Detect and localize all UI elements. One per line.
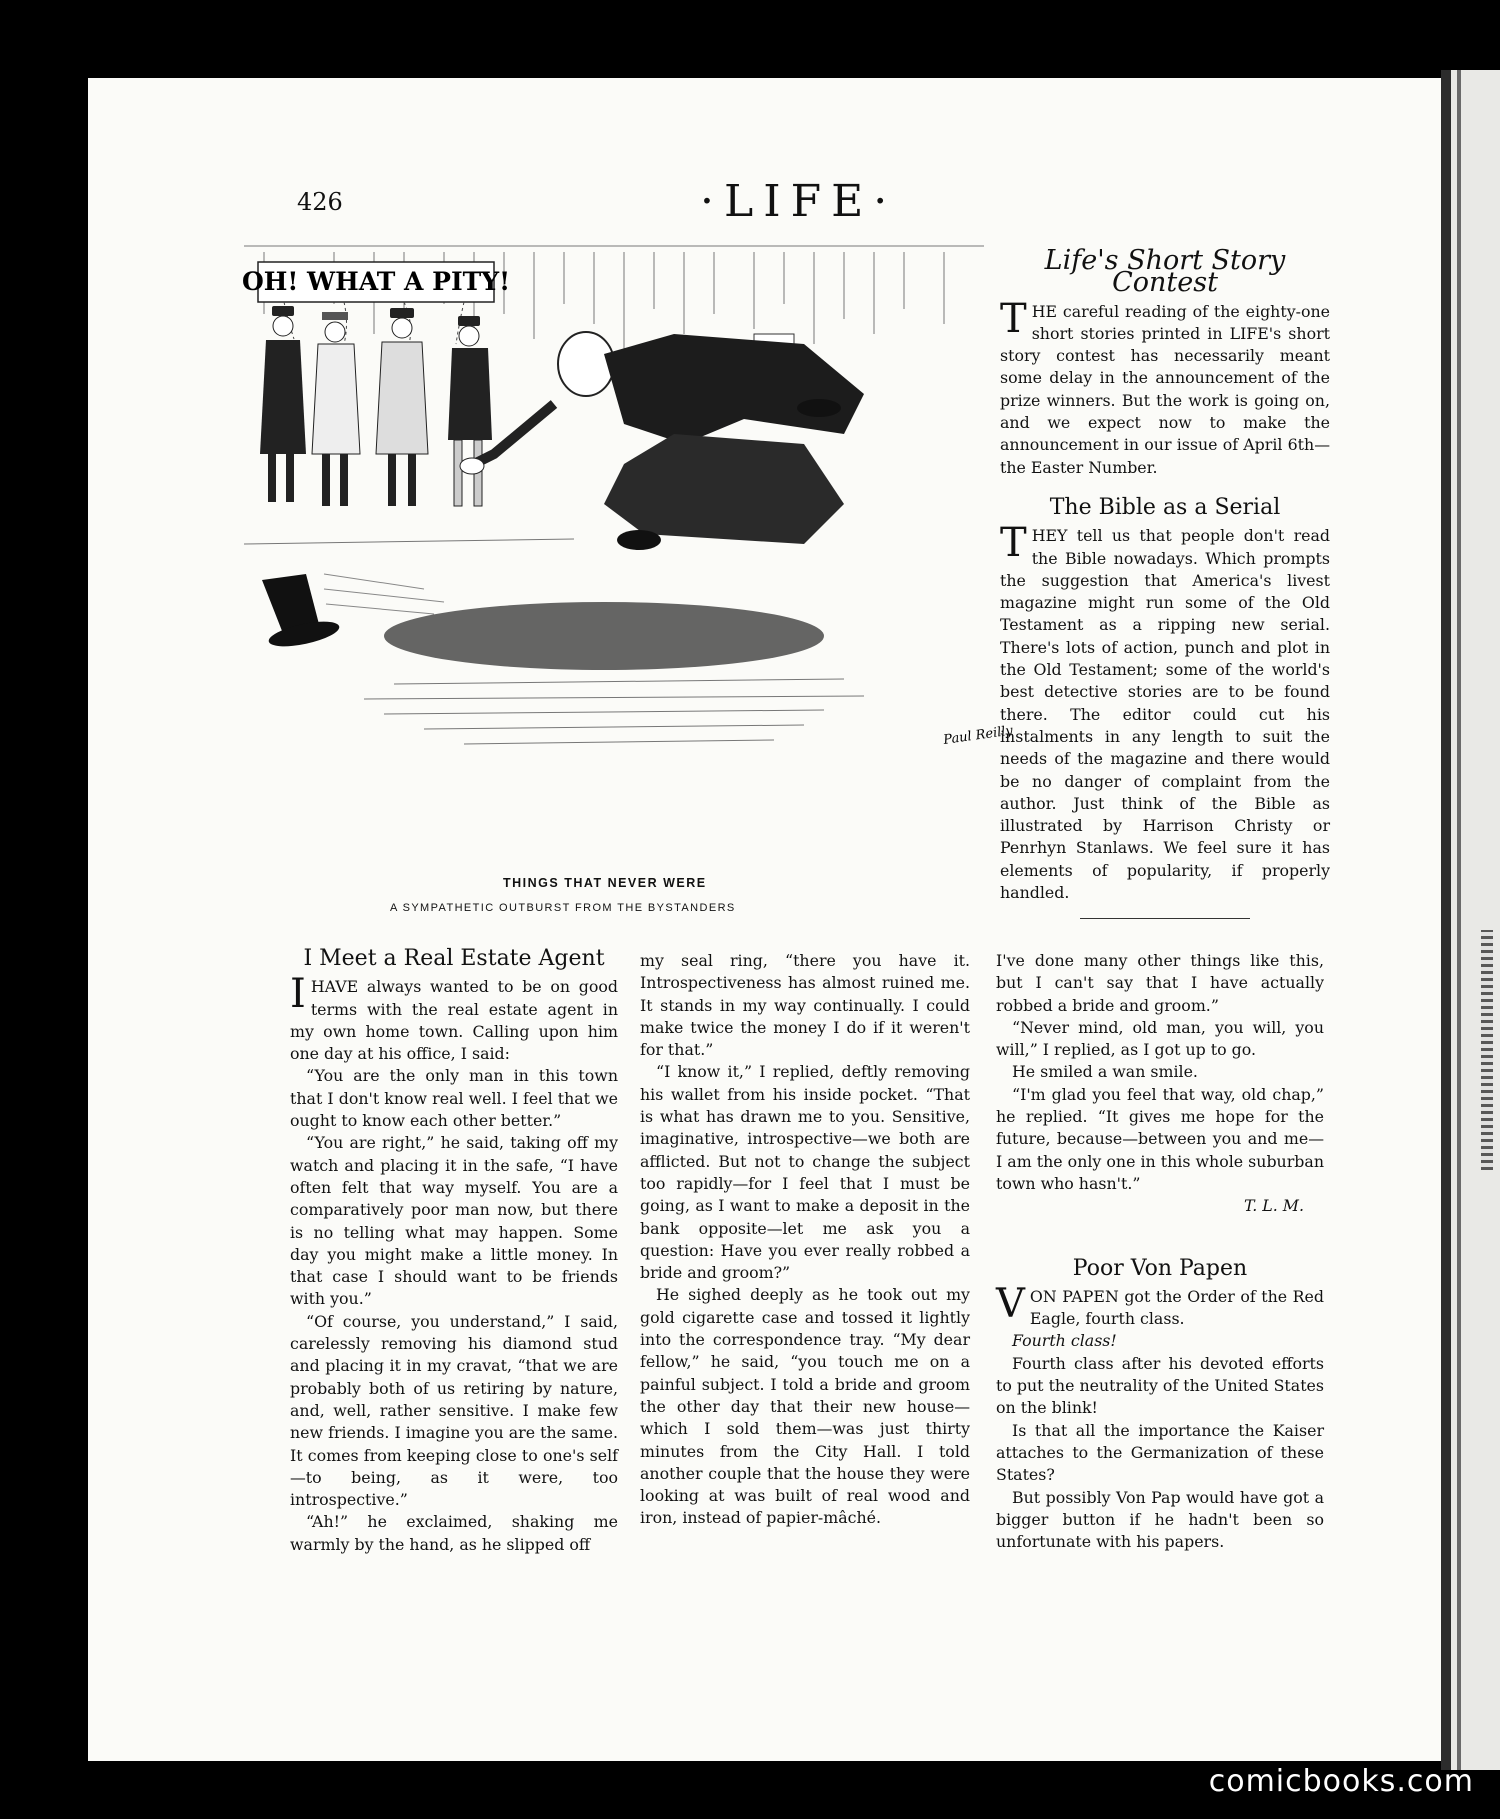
agent-p8: He sighed deeply as he took out my gold cigarette case and tossed it lightly into the correspondence tray. “My dear fellow,” he said, “you touch me on a painful subject. I told a bride and groom the other day that their new house—which I sold them—was just thirty minutes from the City Hall. I told another couple that the house they were looking at was built of real wood and iron, instead of papier-mâché. — [640, 1285, 970, 1528]
papen-p3: Fourth class after his devoted efforts to put the neutrality of the United States on the blink! — [996, 1353, 1324, 1418]
agent-p4: “Of course, you understand,” I said, carelessly removing his diamond stud and placing it in my cravat, “that we are probably both of us retiring by nature, and, well, rather sensitive. I make few new friends. I imagine you are the same. It comes from keeping close to one's self—to being, as it were, too introspective.” — [290, 1311, 618, 1510]
agent-p5: “Ah!” he exclaimed, shaking me warmly by the hand, as he slipped off — [290, 1512, 618, 1554]
agent-column-1 — [290, 948, 618, 1556]
masthead: ·LIFE· — [700, 176, 898, 227]
contest-body: THE careful reading of the eighty-one short stories printed in LIFE's short story contest has necessarily meant some delay in the announcement of the prize winners. But the work is going on, and we expect now to make the announcement in our issue of April 6th—the Easter Number. — [1000, 295, 1330, 477]
speech-banner-text: OH! WHAT A PITY! — [241, 267, 511, 296]
agent-p12: “I'm glad you feel that way, old chap,” he replied. “It gives me hope for the future, because—between you and me—I am the only one in this whole suburban town who hasn't.” — [996, 1084, 1324, 1193]
page-number: 426 — [297, 188, 343, 216]
agent-column-3 — [996, 950, 1324, 1553]
caption-title: THINGS THAT NEVER WERE — [503, 876, 707, 890]
papen-p2: Fourth class! — [1012, 1331, 1117, 1351]
agent-column-2 — [640, 950, 970, 1530]
agent-p11: He smiled a wan smile. — [1012, 1062, 1198, 1082]
agent-heading: I Meet a Real Estate Agent — [303, 946, 605, 971]
bible-body: THEY tell us that people don't read the Bible nowadays. Which prompts the suggestion that America's livest magazine might run some of the Old Testament as a ripping new serial. There's lots of action, punch and plot in the Old Testament; some of the world's best detective stories are to be found there. The editor could cut his instalments in any length to suit the needs of the magazine and there would be no danger of complaint from the author. Just think of the Bible as illustrated by Harrison Christy or Penrhyn Stanlaws. We feel sure it has elements of popularity, if properly handled. — [1000, 520, 1330, 903]
papen-p5: But possibly Von Pap would have got a bigger button if he hadn't been so unfortunate with his papers. — [996, 1487, 1324, 1552]
artist-signature: Paul Reilly — [942, 723, 1014, 748]
falling-man — [460, 332, 864, 550]
watermark: comicbooks.com — [1208, 1764, 1474, 1799]
agent-p10: “Never mind, old man, you will, you will,” I replied, as I got up to go. — [996, 1017, 1324, 1060]
contest-heading: Life's Short Story Contest — [1044, 245, 1286, 299]
bystander-4 — [448, 316, 492, 506]
bystander-3 — [376, 308, 428, 506]
agent-p7: “I know it,” I replied, deftly removing his wallet from his inside pocket. “That is what has drawn me to you. Sensitive, imaginative, introspective—we both are afflicted. But not to change the subject too rapidly—for I feel that I must be going, as I want to make a deposit in the bank opposite—let me ask you a question: Have you ever really robbed a bride and groom?” — [640, 1062, 970, 1283]
caption-subtitle: A SYMPATHETIC OUTBURST FROM THE BYSTANDERS — [390, 902, 736, 914]
agent-p1: IHAVE always wanted to be on good terms with the real estate agent in my own home town. Calling upon him one day at his office, I said: — [290, 971, 618, 1064]
divider-rule — [1080, 918, 1250, 919]
bystander-1 — [260, 306, 306, 502]
agent-signature: T. L. M. — [1244, 1196, 1304, 1216]
agent-p2: “You are the only man in this town that I don't know real well. I feel that we ought to know each other better.” — [290, 1066, 618, 1131]
bible-heading: The Bible as a Serial — [1049, 494, 1281, 520]
agent-p9: I've done many other things like this, but I can't say that I have actually robbed a bride and groom.” — [996, 951, 1324, 1015]
agent-p3: “You are right,” he said, taking off my watch and placing it in the safe, “I have often felt that way myself. You are a comparatively poor man now, but there is no telling what may happen. Some day you might make a little money. In that case I should want to be friends with you.” — [290, 1133, 618, 1309]
papen-p4: Is that all the importance the Kaiser attaches to the Germanization of these States? — [996, 1420, 1324, 1485]
adjacent-page-edge — [1441, 70, 1500, 1770]
bystander-2 — [312, 312, 360, 506]
agent-p6: my seal ring, “there you have it. Introspectiveness has almost ruined me. It stands in my way continually. I could make twice the money I do if it weren't for that.” — [640, 951, 970, 1060]
dropcap: T — [1000, 295, 1027, 342]
papen-p1: VON PAPEN got the Order of the Red Eagle, fourth class. — [996, 1280, 1324, 1329]
right-column-top — [1000, 245, 1330, 935]
cartoon-illustration — [241, 244, 1014, 884]
papen-heading: Poor Von Papen — [1072, 1255, 1248, 1281]
dropcap: T — [1000, 520, 1027, 567]
